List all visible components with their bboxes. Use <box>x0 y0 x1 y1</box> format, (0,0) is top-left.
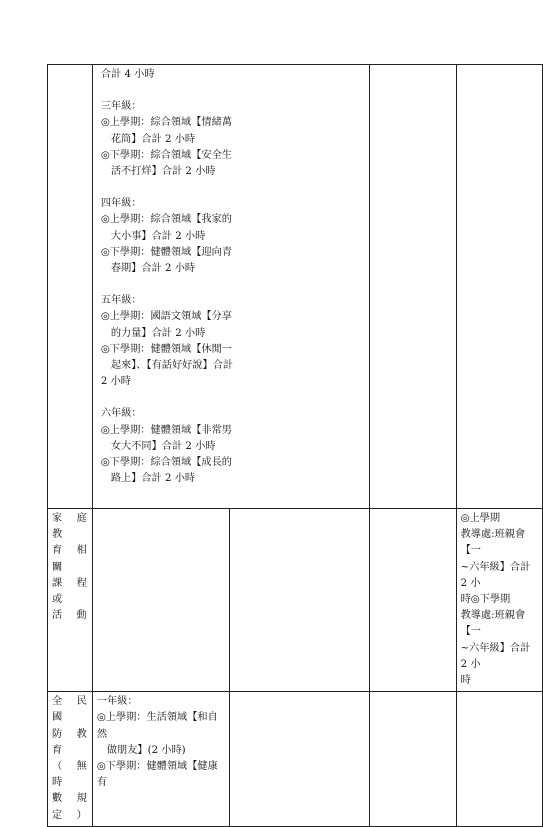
table-row <box>48 509 543 692</box>
content-line: 一年級： <box>96 696 138 708</box>
content-line: 大小事】合計 2 小時 <box>110 230 206 242</box>
row-label-line: 防 教 育 <box>52 728 93 756</box>
row-label-line: 育 相 關 <box>52 545 93 573</box>
content-line: 活不打烊】合計 2 小時 <box>110 166 216 178</box>
content-line: 的力量】合計 2 小時 <box>110 327 206 339</box>
content-line: ◎上學期：生活領域【和自然 <box>96 712 218 740</box>
content-line: ◎上學期：國語文領域【分享 <box>100 311 232 323</box>
activity-line: 教導處:班親會【一 <box>460 610 526 638</box>
content-cell <box>92 692 229 827</box>
row-label-line: 課 程 或 <box>52 577 93 606</box>
content-line: 五年級： <box>100 295 142 307</box>
row-label-cell <box>48 509 93 692</box>
empty-cell <box>370 509 456 692</box>
activity-line: 時 <box>460 675 471 687</box>
content-line: ◎上學期：健體領域【非常男 <box>100 424 232 436</box>
content-line: ◎下學期：綜合領域【成長的 <box>100 457 232 469</box>
activity-line: ◎上學期 <box>460 513 501 524</box>
empty-cell <box>230 692 370 827</box>
row-label-line: 家 庭 教 <box>52 513 93 541</box>
blank-line <box>101 83 239 99</box>
content-line: ◎上學期：綜合領域【我家的 <box>100 214 232 226</box>
blank-line <box>101 180 239 196</box>
activity-cell <box>456 509 542 692</box>
table-row <box>48 65 543 509</box>
empty-cell <box>456 692 542 827</box>
content-line: 春期】合計 2 小時 <box>110 263 196 275</box>
content-cell <box>92 65 370 509</box>
content-line: 起來】、【有話好好說】合計 <box>110 360 234 372</box>
content-line: 做朋友】(2 小時) <box>106 744 186 756</box>
content-line: ◎下學期：健體領域【休閒一 <box>100 343 232 355</box>
table-row <box>48 692 543 827</box>
content-line: ◎上學期：綜合領域【情緒萬 <box>100 117 232 129</box>
activity-line: 教導處:班親會【一 <box>460 529 526 557</box>
activity-line: ~六年級】合計 2 小 <box>460 561 534 589</box>
row-label-cell <box>48 65 93 509</box>
blank-line <box>101 390 239 406</box>
empty-cell <box>370 692 456 827</box>
row-label-line: 活動 <box>52 610 88 622</box>
content-line: 四年級： <box>100 198 142 210</box>
empty-cell <box>456 65 542 509</box>
content-line: ◎下學期：綜合領域【安全生 <box>100 149 232 161</box>
content-cell <box>92 509 229 692</box>
row-label-cell <box>48 692 93 827</box>
row-label-line: 數規定） <box>52 793 88 821</box>
blank-line <box>101 277 239 293</box>
empty-cell <box>230 509 370 692</box>
activity-line: ~六年級】合計 2 小 <box>460 642 534 670</box>
activity-line: 時◎下學期 <box>460 594 511 606</box>
content-line: 三年級： <box>100 101 142 113</box>
content-line: 女大不同】合計 2 小時 <box>110 440 216 452</box>
content-line: ◎下學期：健體領域【迎向青 <box>100 246 232 258</box>
curriculum-table <box>47 64 543 827</box>
content-line: 合計 4 小時 <box>100 69 155 80</box>
content-line: 路上】合計 2 小時 <box>110 473 196 485</box>
grade-list <box>93 65 243 491</box>
content-line: 六年級： <box>100 408 142 420</box>
content-line: 2 小時 <box>100 376 131 388</box>
empty-cell <box>370 65 456 509</box>
content-line: 花筒】合計 2 小時 <box>110 133 196 145</box>
row-label-line: 全 民 國 <box>52 696 93 724</box>
content-line: ◎下學期：健體領域【健康有 <box>96 761 218 789</box>
row-label-line: （ 無 時 <box>52 761 93 789</box>
